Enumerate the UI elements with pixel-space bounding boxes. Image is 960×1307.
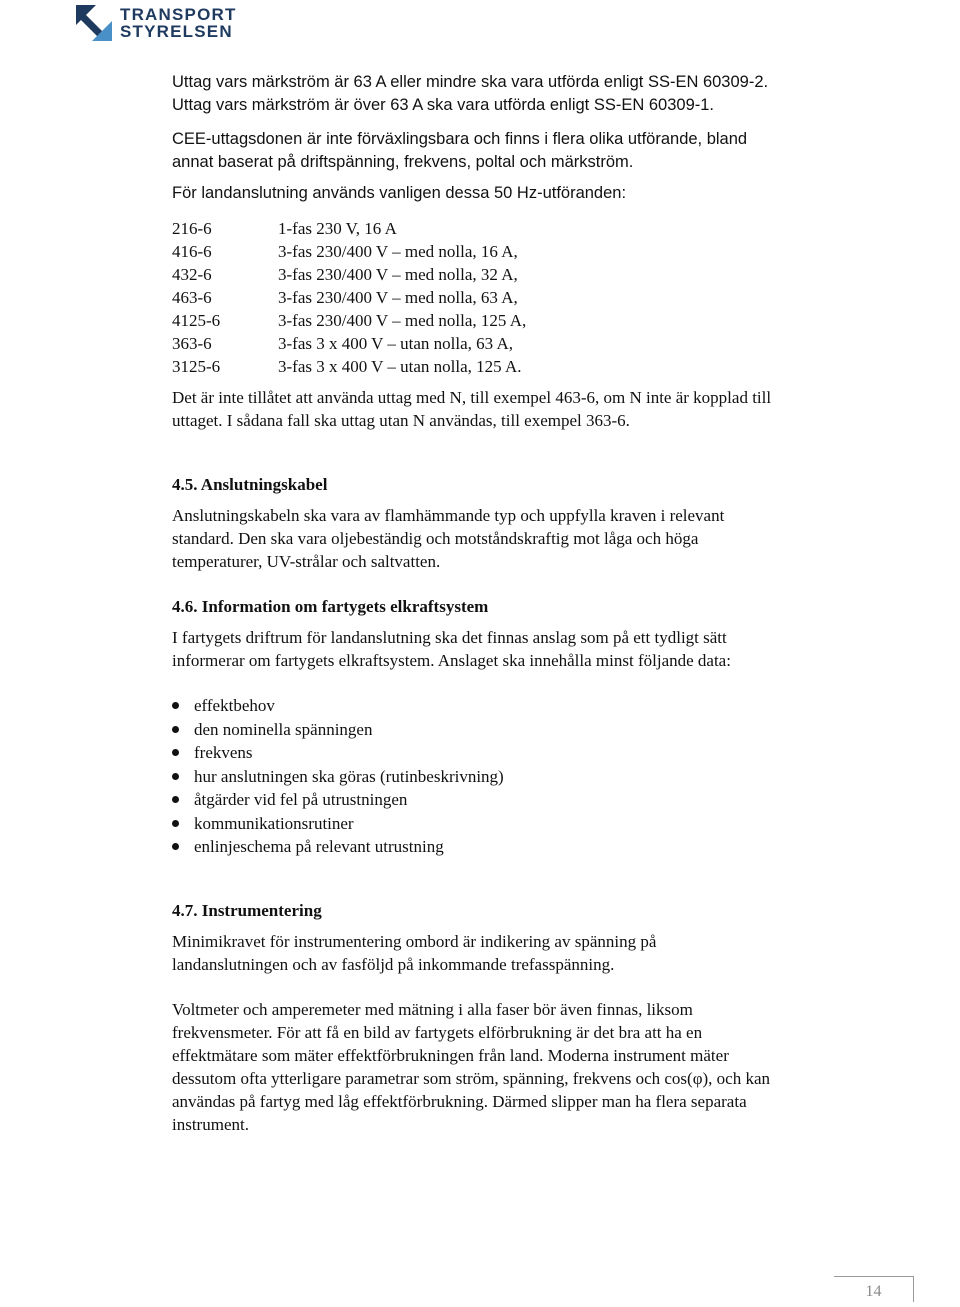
- table-row: [172, 217, 526, 240]
- table-row: [172, 286, 526, 309]
- list-item: enlinjeschema på relevant utrustning: [172, 835, 772, 859]
- paragraph-4-5: Anslutningskabeln ska vara av flamhämmande typ och uppfylla kraven i relevant standard. Den ska vara oljebeständig och motståndskraftig mot låga och höga temperaturer, UV-strålar och saltvatten.: [172, 506, 725, 571]
- list-item: frekvens: [172, 741, 772, 765]
- list-item: hur anslutningen ska göras (rutinbeskrivning): [172, 765, 772, 789]
- info-bullet-list: [172, 694, 772, 859]
- heading-4-7: 4.7. Instrumentering: [172, 900, 322, 920]
- list-item: åtgärder vid fel på utrustningen: [172, 788, 772, 812]
- list-item: den nominella spänningen: [172, 718, 772, 742]
- paragraph-landanslutning: För landanslutning används vanligen dessa 50 Hz-utföranden:: [172, 184, 627, 202]
- connector-description: 3-fas 3 x 400 V – utan nolla, 125 A.: [278, 357, 522, 376]
- connector-code: 4125-6: [172, 311, 221, 330]
- transportstyrelsen-logo-mark-icon: [76, 5, 112, 41]
- logo: [76, 4, 237, 42]
- connector-code: 463-6: [172, 288, 212, 307]
- table-row: [172, 240, 526, 263]
- connector-code: 363-6: [172, 334, 212, 353]
- connector-table: [172, 217, 526, 378]
- paragraph-4-7-b: Voltmeter och amperemeter med mätning i alla faser bör även finnas, liksom frekvensmeter. För att få en bild av fartygets elförbrukning är det bra att ha en effektmätare som mäter effektförbrukningen från land. Moderna instrument mäter dessutom ofta ytterligare parametrar som ström, spänning, frekvens och cos(φ), och kan användas på fartyg med låg effektförbrukning. Därmed slipper man ha flera separata instrument.: [172, 999, 771, 1134]
- connector-code: 3125-6: [172, 357, 221, 376]
- connector-description: 3-fas 230/400 V – med nolla, 16 A,: [278, 242, 518, 261]
- page-number: 14: [834, 1276, 914, 1302]
- heading-4-5: 4.5. Anslutningskabel: [172, 475, 328, 494]
- heading-4-6: 4.6. Information om fartygets elkraftsystem: [172, 597, 489, 616]
- list-item: effektbehov: [172, 694, 772, 718]
- list-item: kommunikationsrutiner: [172, 812, 772, 836]
- paragraph-4-6: I fartygets driftrum för landanslutning ska det finnas anslag som på ett tydligt sätt informerar om fartygets elkraftsystem. Anslaget ska innehålla minst följande data:: [172, 628, 731, 670]
- connector-description: 3-fas 230/400 V – med nolla, 63 A,: [278, 288, 518, 307]
- logo-line-2: STYRELSEN: [120, 22, 233, 41]
- table-row: [172, 309, 526, 332]
- table-row: [172, 332, 526, 355]
- connector-description: 3-fas 230/400 V – med nolla, 125 A,: [278, 311, 527, 330]
- connector-description: 3-fas 3 x 400 V – utan nolla, 63 A,: [278, 334, 513, 353]
- document-body: [172, 71, 772, 1136]
- paragraph-cee: CEE-uttagsdonen är inte förväxlingsbara och finns i flera olika utförande, bland annat baserat på driftspänning, frekvens, poltal och märkström.: [172, 130, 748, 171]
- logo-line-1: TRANSPORT: [120, 5, 237, 24]
- table-row: [172, 355, 526, 378]
- paragraph-uttag: Uttag vars märkström är 63 A eller mindre ska vara utförda enligt SS-EN 60309-2. Uttag vars märkström är över 63 A ska vara utförda enligt SS-EN 60309-1.: [172, 73, 769, 114]
- connector-code: 216-6: [172, 219, 212, 238]
- connector-code: 432-6: [172, 265, 212, 284]
- paragraph-uttag-n: Det är inte tillåtet att använda uttag med N, till exempel 463-6, om N inte är kopplad till uttaget. I sådana fall ska uttag utan N användas, till exempel 363-6.: [172, 388, 772, 430]
- paragraph-4-7-a: Minimikravet för instrumentering ombord är indikering av spänning på landanslutningen och av fasföljd på inkommande trefasspänning.: [172, 931, 657, 974]
- connector-description: 1-fas 230 V, 16 A: [278, 219, 397, 238]
- connector-description: 3-fas 230/400 V – med nolla, 32 A,: [278, 265, 518, 284]
- logo-text: [120, 6, 237, 40]
- connector-code: 416-6: [172, 242, 212, 261]
- table-row: [172, 263, 526, 286]
